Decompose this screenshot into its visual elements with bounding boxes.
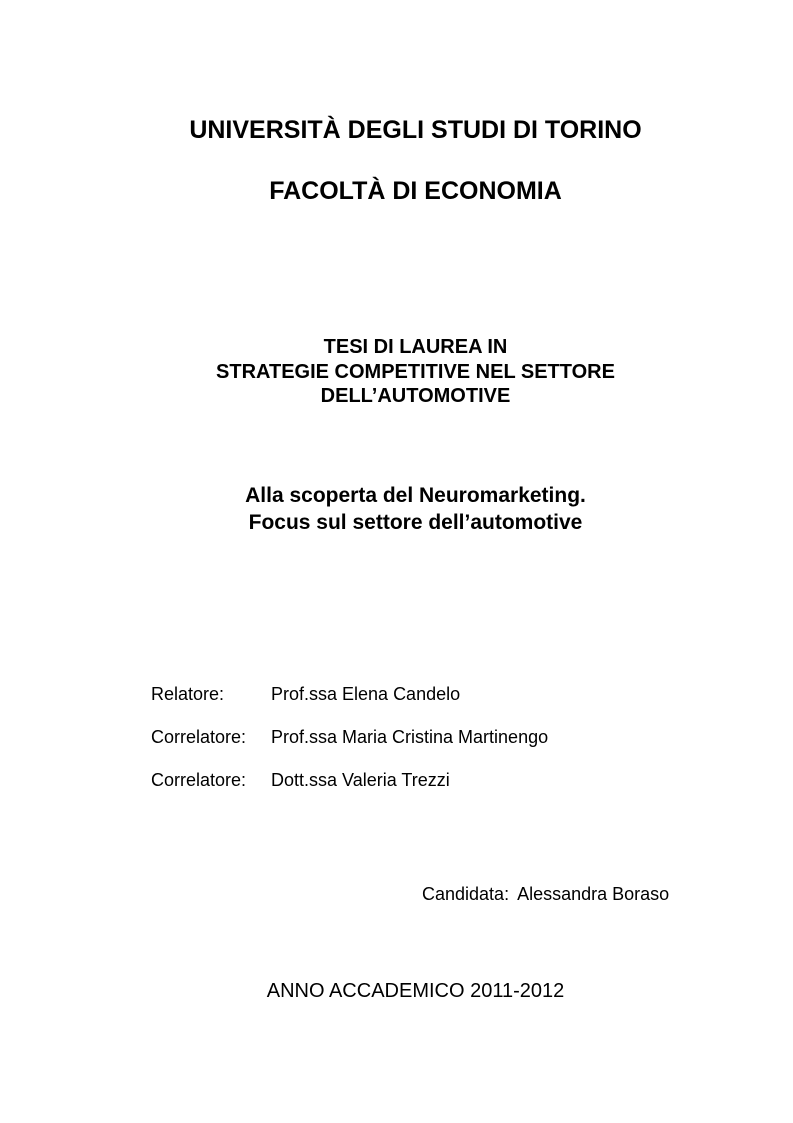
thesis-degree-line-1: TESI DI LAUREA IN: [323, 336, 508, 358]
candidate-name: Alessandra Boraso: [517, 884, 670, 904]
co-supervisor-row-1: [151, 726, 548, 748]
candidate-row: [422, 883, 669, 905]
thesis-title-line-2: Focus sul settore dell’automotive: [248, 511, 583, 534]
thesis-title-line-1: Alla scoperta del Neuromarketing.: [245, 484, 586, 507]
co-supervisor-row-2: [151, 769, 450, 791]
co-supervisor-role-2: Correlatore:: [151, 770, 247, 790]
supervisor-row: [151, 683, 460, 705]
co-supervisor-name-1: Prof.ssa Maria Cristina Martinengo: [271, 727, 549, 747]
supervisor-role: Relatore:: [151, 684, 225, 704]
university-name: UNIVERSITÀ DEGLI STUDI DI TORINO: [189, 116, 642, 144]
supervisor-name: Prof.ssa Elena Candelo: [271, 684, 461, 704]
thesis-degree-line-2: STRATEGIE COMPETITIVE NEL SETTORE: [216, 361, 615, 383]
faculty-name: FACOLTÀ DI ECONOMIA: [269, 177, 562, 205]
candidate-label: Candidata:: [422, 884, 510, 904]
co-supervisor-name-2: Dott.ssa Valeria Trezzi: [271, 770, 450, 790]
academic-year: ANNO ACCADEMICO 2011-2012: [266, 980, 565, 1002]
thesis-degree-line-3: DELL’AUTOMOTIVE: [320, 385, 511, 407]
co-supervisor-role-1: Correlatore:: [151, 727, 247, 747]
